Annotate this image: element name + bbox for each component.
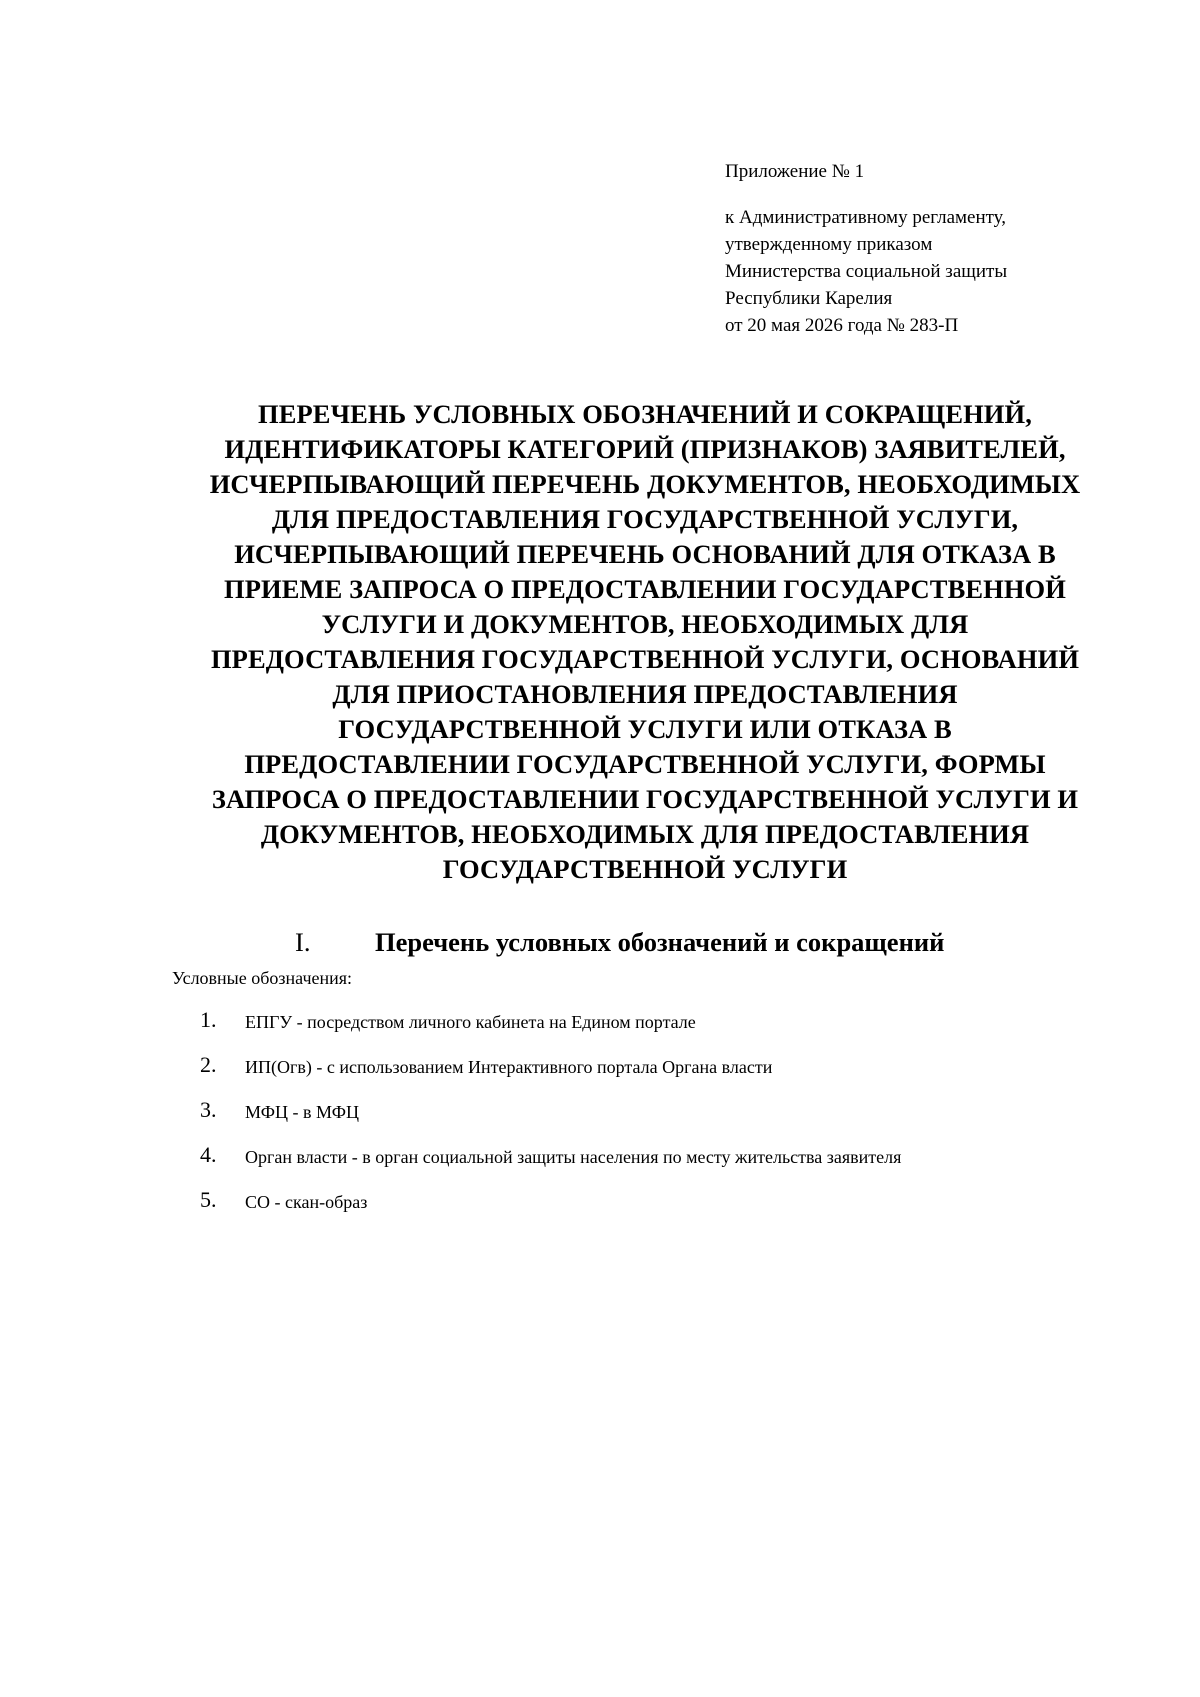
list-item-text: ИП(Огв) - с использованием Интерактивного портала Органа власти <box>245 1057 773 1077</box>
document-title-line: ПЕРЕЧЕНЬ УСЛОВНЫХ ОБОЗНАЧЕНИЙ И СОКРАЩЕНИЙ, <box>258 399 1032 429</box>
appendix-line: Республики Карелия <box>725 288 893 309</box>
document-title-line: ПРЕДОСТАВЛЕНИИ ГОСУДАРСТВЕННОЙ УСЛУГИ, ФОРМЫ <box>244 749 1046 779</box>
appendix-line: от 20 мая 2026 года № 283-П <box>725 315 959 336</box>
document-title-line: ИСЧЕРПЫВАЮЩИЙ ПЕРЕЧЕНЬ ОСНОВАНИЙ ДЛЯ ОТКАЗА В <box>234 539 1056 569</box>
document-title-line: ЗАПРОСА О ПРЕДОСТАВЛЕНИИ ГОСУДАРСТВЕННОЙ УСЛУГИ И <box>211 784 1079 814</box>
appendix-line: Министерства социальной защиты <box>725 261 1008 282</box>
document-title-line: ДЛЯ ПРИОСТАНОВЛЕНИЯ ПРЕДОСТАВЛЕНИЯ <box>332 679 958 709</box>
list-item-number: 4. <box>200 1142 217 1167</box>
list-item-number: 5. <box>200 1187 217 1212</box>
document-title-line: УСЛУГИ И ДОКУМЕНТОВ, НЕОБХОДИМЫХ ДЛЯ <box>321 609 969 639</box>
section-title: Перечень условных обозначений и сокращений <box>375 927 945 957</box>
appendix-line: утвержденному приказом <box>725 234 933 255</box>
section-heading <box>0 924 1200 960</box>
list-item-text: ЕПГУ - посредством личного кабинета на Едином портале <box>245 1012 696 1032</box>
document-title-line: ДЛЯ ПРЕДОСТАВЛЕНИЯ ГОСУДАРСТВЕННОЙ УСЛУГИ, <box>271 504 1019 534</box>
appendix-title: Приложение № 1 <box>725 161 865 182</box>
section-number: I. <box>295 927 311 957</box>
list-item-number: 2. <box>200 1052 217 1077</box>
document-title-line: ИСЧЕРПЫВАЮЩИЙ ПЕРЕЧЕНЬ ДОКУМЕНТОВ, НЕОБХОДИМЫХ <box>209 469 1081 499</box>
appendix-line: к Административному регламенту, <box>725 207 1007 228</box>
document-title-line: ИДЕНТИФИКАТОРЫ КАТЕГОРИЙ (ПРИЗНАКОВ) ЗАЯВИТЕЛЕЙ, <box>224 434 1066 464</box>
list-item-number: 1. <box>200 1007 217 1032</box>
document-title-line: ПРЕДОСТАВЛЕНИЯ ГОСУДАРСТВЕННОЙ УСЛУГИ, ОСНОВАНИЙ <box>210 644 1080 674</box>
list-item-number: 3. <box>200 1097 217 1122</box>
list-item-text: МФЦ - в МФЦ <box>245 1102 359 1122</box>
document-title <box>120 397 1170 887</box>
document-title-line: ГОСУДАРСТВЕННОЙ УСЛУГИ ИЛИ ОТКАЗА В <box>338 714 952 744</box>
list-item-text: Орган власти - в орган социальной защиты населения по месту жительства заявителя <box>245 1147 902 1167</box>
document-title-line: ГОСУДАРСТВЕННОЙ УСЛУГИ <box>442 854 848 884</box>
document-title-line: ПРИЕМЕ ЗАПРОСА О ПРЕДОСТАВЛЕНИИ ГОСУДАРСТВЕННОЙ <box>224 574 1066 604</box>
legend-label: Условные обозначения: <box>172 968 353 988</box>
document-title-line: ДОКУМЕНТОВ, НЕОБХОДИМЫХ ДЛЯ ПРЕДОСТАВЛЕНИЯ <box>260 819 1030 849</box>
appendix-block <box>725 158 1145 339</box>
list-item-text: СО - скан-образ <box>245 1192 368 1212</box>
